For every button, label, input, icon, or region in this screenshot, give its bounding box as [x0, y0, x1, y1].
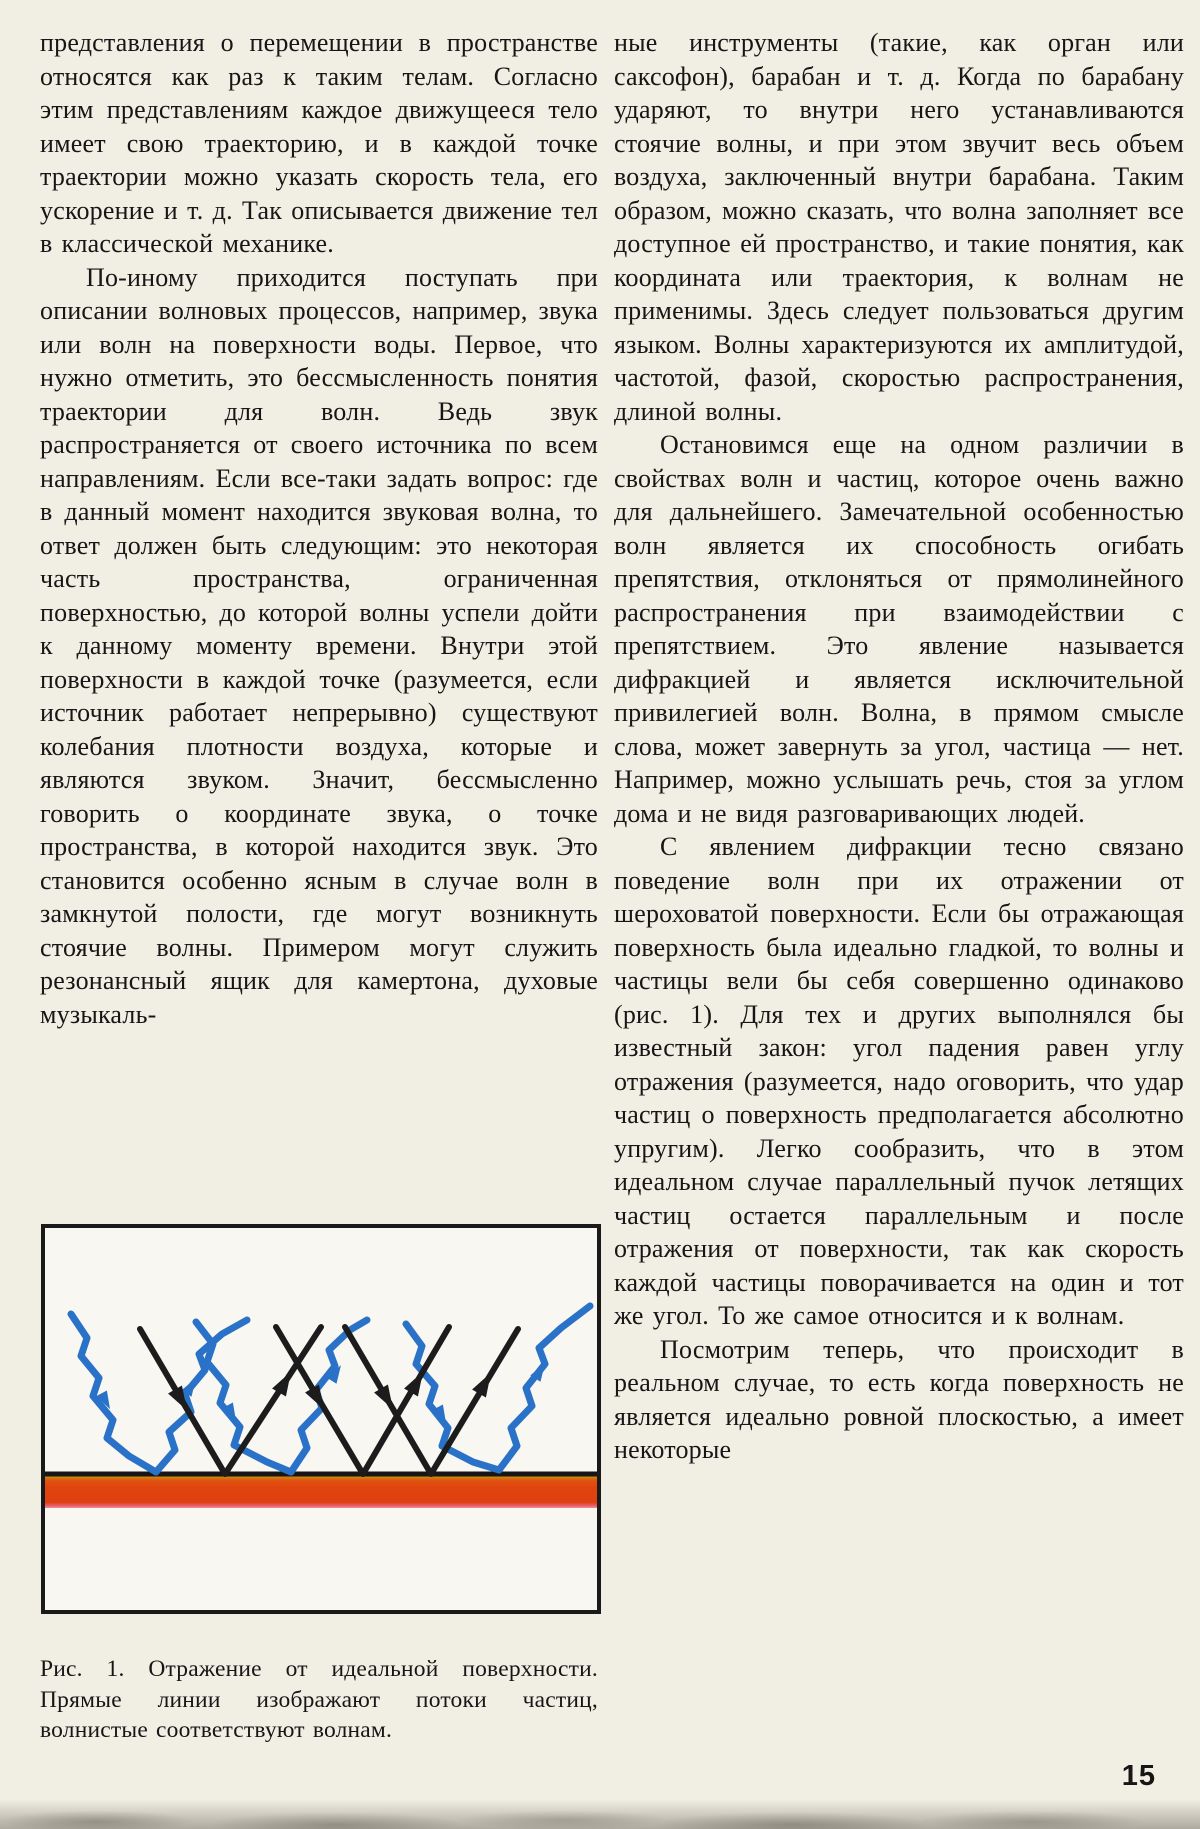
paragraph: Посмотрим теперь, что происходит в реальном случае, то есть когда поверхность не является идеально ровной плоскостью, а имеет некоторые [614, 1334, 1184, 1464]
paragraph: ные инструменты (такие, как орган или саксофон), барабан и т. д. Когда по барабану ударяют, то внутри него устанавливаются стоячие волны, и при этом звучит весь объем воздуха, заключенный внутри барабана. Таким образом, можно сказать, что волна заполняет все доступное ей пространство, и такие понятия, как координата или траектория, к волнам не применимы. Здесь следует пользоваться другим языком. Волны характеризуются их амплитудой, частотой, фазой, скоростью распространения, длиной волны. [614, 28, 1184, 426]
right-column [614, 26, 1184, 1740]
wave-path-reflected-1 [156, 1320, 247, 1472]
wave-path-incident-3 [406, 1324, 499, 1470]
reflection-diagram-canvas [45, 1228, 597, 1610]
figure-caption: Рис. 1. Отражение от идеальной поверхности. Прямые линии изображают потоки частиц, волнистые соответствуют волнам. [40, 1656, 598, 1743]
left-column [40, 26, 598, 1216]
surface-band [45, 1476, 597, 1508]
wave-path-reflected-3 [499, 1306, 590, 1470]
scan-shadow [0, 1799, 1200, 1829]
paragraph: представления о перемещении в пространстве относятся как раз к таким телам. Согласно этим представлениям каждое движущееся тело имеет свою траекторию, и в каждой точке траектории можно указать скорость тела, его ускорение и т. д. Так описывается движение тел в классической механике. [40, 28, 598, 258]
figure-reflection-diagram [41, 1224, 601, 1614]
particle-ray-reflected-2 [363, 1327, 449, 1474]
paragraph: Остановимся еще на одном различии в свойствах волн и частиц, которое очень важно для дальнейшего. Замечательной особенностью волн является их способность огибать препятствия, отклоняться от прямолинейного распространения при взаимодействии с препятствием. Это явление называется дифракцией и является исключительной привилегией волн. Волна, в прямом смысле слова, может завернуть за угол, частица — нет. Например, можно услышать речь, стоя за углом дома и не видя разговаривающих людей. [614, 430, 1184, 828]
particle-ray-reflected-3 [431, 1329, 518, 1474]
paragraph: По-иному приходится поступать при описании волновых процессов, например, звука или волн на поверхности воды. Первое, что нужно отметить, это бессмысленность понятия траектории для волн. Ведь звук распространяется от своего источника по всем направлениям. Если все-таки задать вопрос: где в данный момент находится звуковая волна, то ответ должен быть следующим: это некоторая часть пространства, ограниченная поверхностью, до которой волны успели дойти к данному моменту времени. Внутри этой поверхности в каждой точке (разумеется, если источник работает непрерывно) существуют колебания плотности воздуха, которые и являются звуком. Значит, бессмысленно говорить о координате звука, о точке пространства, в которой находится звук. Это становится особенно ясным в случае волн в замкнутой полости, где могут возникнуть стоячие волны. Примером могут служить резонансный ящик для камертона, духовые музыкаль- [40, 262, 598, 1029]
paragraph: С явлением дифракции тесно связано поведение волн при их отражении от шероховатой поверхности. Если бы отражающая поверхность была идеально гладкой, то волны и частицы вели бы себя совершенно одинаково (рис. 1). Для тех и других выполнялся бы известный закон: угол падения равен углу отражения (разумеется, надо оговорить, что удар частиц о поверхность предполагается абсолютно упругим). Легко сообразить, что в этом идеальном случае параллельный пучок летящих частиц остается параллельным и после отражения от поверхности, так как скорость каждой частицы поворачивается на один и тот же угол. То же самое относится и к волнам. [614, 832, 1184, 1330]
page-number: 15 [1121, 1760, 1156, 1792]
